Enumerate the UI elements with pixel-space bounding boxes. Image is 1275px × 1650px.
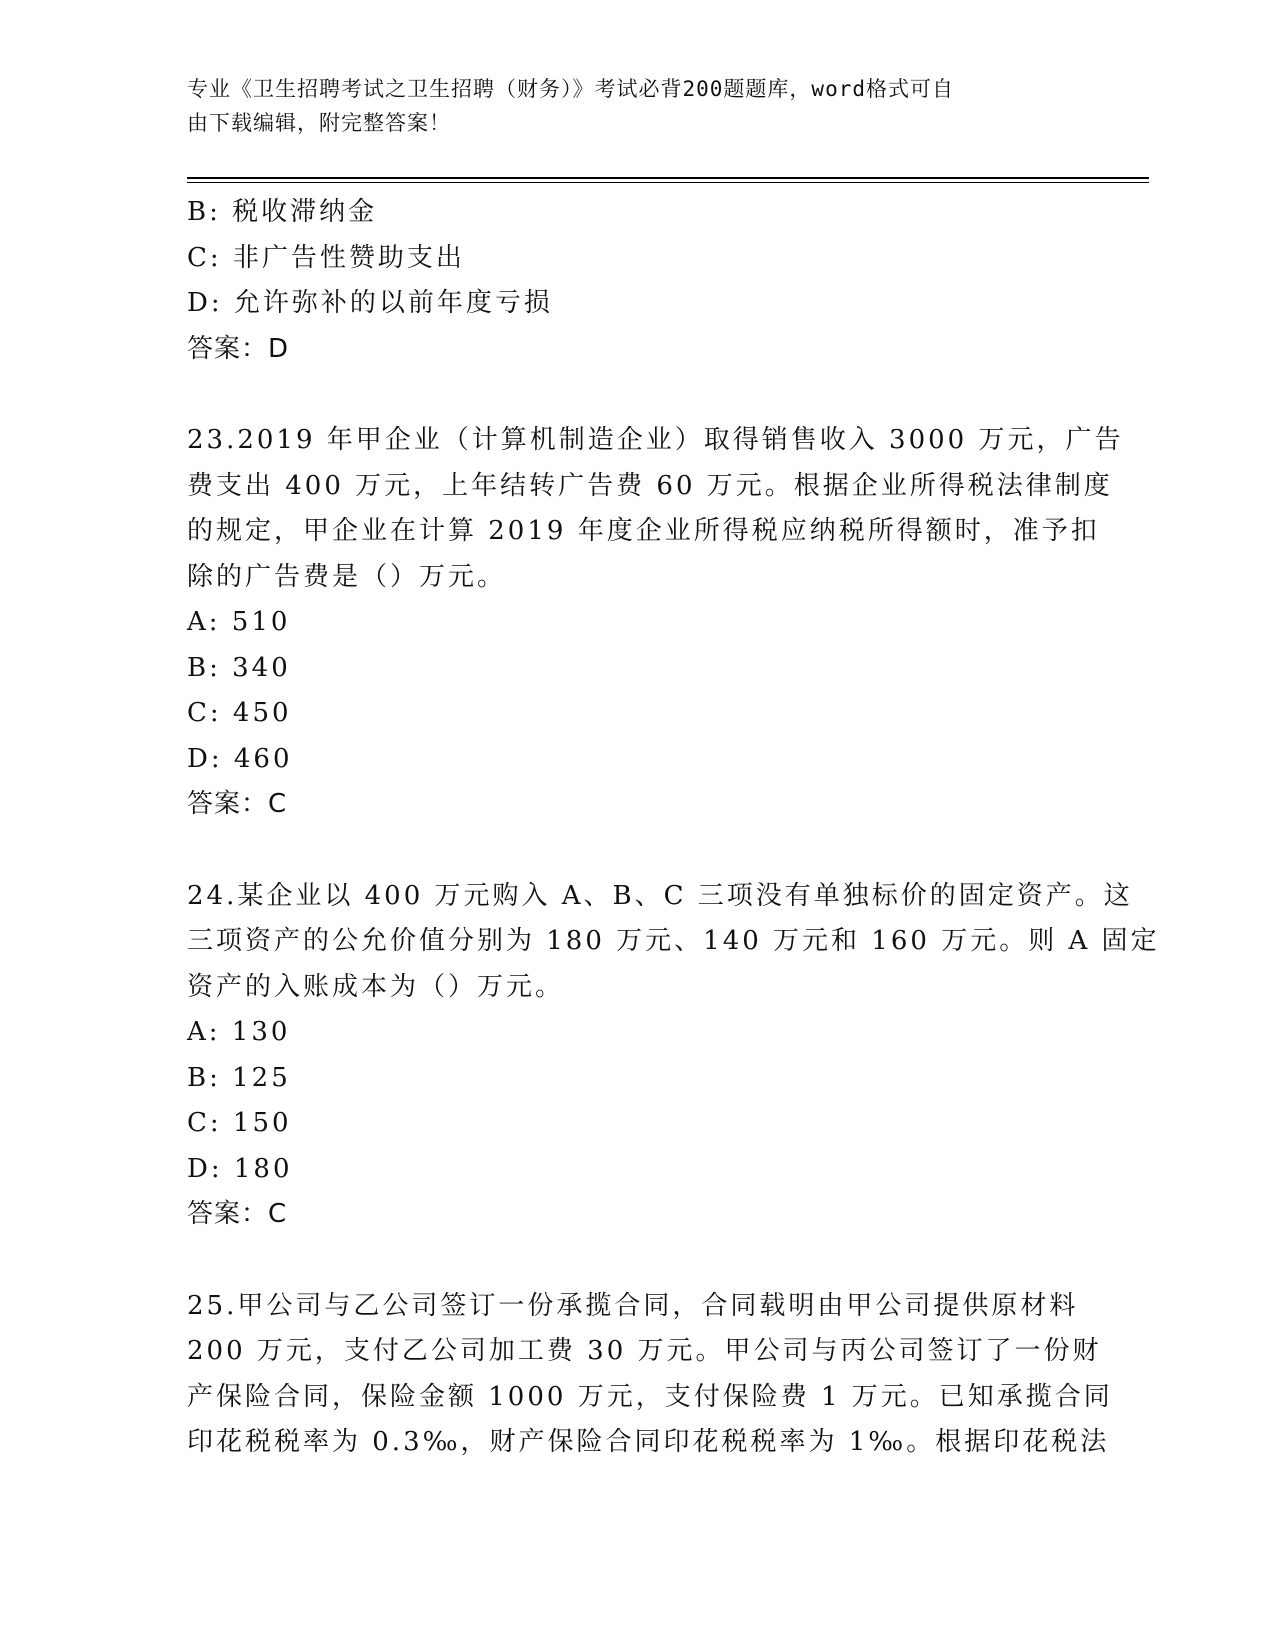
option-c: C: 150 [187, 1108, 292, 1138]
spacer [187, 1238, 1067, 1284]
spacer [187, 828, 1067, 874]
option-a: A: 510 [187, 607, 291, 637]
answer-line: 答案：D [187, 333, 290, 364]
question-stem [187, 418, 1124, 600]
stem-line: 费支出 400 万元，上年结转广告费 60 万元。根据企业所得税法律制度 [187, 470, 1113, 501]
option-c: C: 非广告性赞助支出 [187, 242, 465, 273]
stem-line: 25.甲公司与乙公司签订一份承揽合同，合同载明由甲公司提供原材料 [187, 1290, 1079, 1321]
header-line-2: 由下载编辑，附完整答案！ [187, 111, 451, 135]
answer-line: 答案：C [187, 789, 288, 819]
option-c: C: 450 [187, 698, 292, 728]
option-b: B: 税收滞纳金 [187, 197, 378, 227]
stem-line: 印花税税率为 0.3‰，财产保险合同印花税税率为 1‰。根据印花税法 [187, 1427, 1110, 1457]
header-rule-thin [187, 182, 1149, 183]
header-rule-thick [187, 177, 1149, 179]
spacer [187, 372, 1067, 418]
question-24 [187, 874, 1160, 1238]
stem-line: 200 万元，支付乙公司加工费 30 万元。甲公司与丙公司签订了一份财 [187, 1336, 1102, 1366]
stem-line: 产保险合同，保险金额 1000 万元，支付保险费 1 万元。已知承揽合同 [187, 1381, 1113, 1412]
stem-line: 除的广告费是（）万元。 [187, 561, 507, 592]
question-stem [187, 874, 1160, 1011]
stem-line: 三项资产的公允价值分别为 180 万元、140 万元和 160 万元。则 A 固定 [187, 926, 1160, 956]
stem-line: 23.2019 年甲企业（计算机制造企业）取得销售收入 3000 万元，广告 [187, 425, 1124, 455]
question-25 [187, 1284, 1113, 1466]
option-b: B: 125 [187, 1062, 291, 1093]
stem-line: 的规定，甲企业在计算 2019 年度企业所得税应纳税所得额时，准予扣 [187, 516, 1100, 546]
option-d: D: 460 [187, 743, 293, 774]
answer-line: 答案：C [187, 1199, 288, 1229]
stem-line: 资产的入账成本为（）万元。 [187, 971, 565, 1002]
question-content [187, 190, 1160, 1466]
option-d: D: 180 [187, 1153, 293, 1184]
option-d: D: 允许弥补的以前年度亏损 [187, 288, 553, 318]
question-stem [187, 1284, 1113, 1466]
option-b: B: 340 [187, 652, 291, 683]
header-line-1: 专业《卫生招聘考试之卫生招聘（财务）》考试必背200题题库，word格式可自 [187, 77, 954, 101]
option-a: A: 130 [187, 1017, 291, 1047]
question-23 [187, 418, 1124, 828]
question-22 [187, 190, 1067, 372]
page-header [187, 72, 1067, 140]
stem-line: 24.某企业以 400 万元购入 A、B、C 三项没有单独标价的固定资产。这 [187, 880, 1133, 911]
